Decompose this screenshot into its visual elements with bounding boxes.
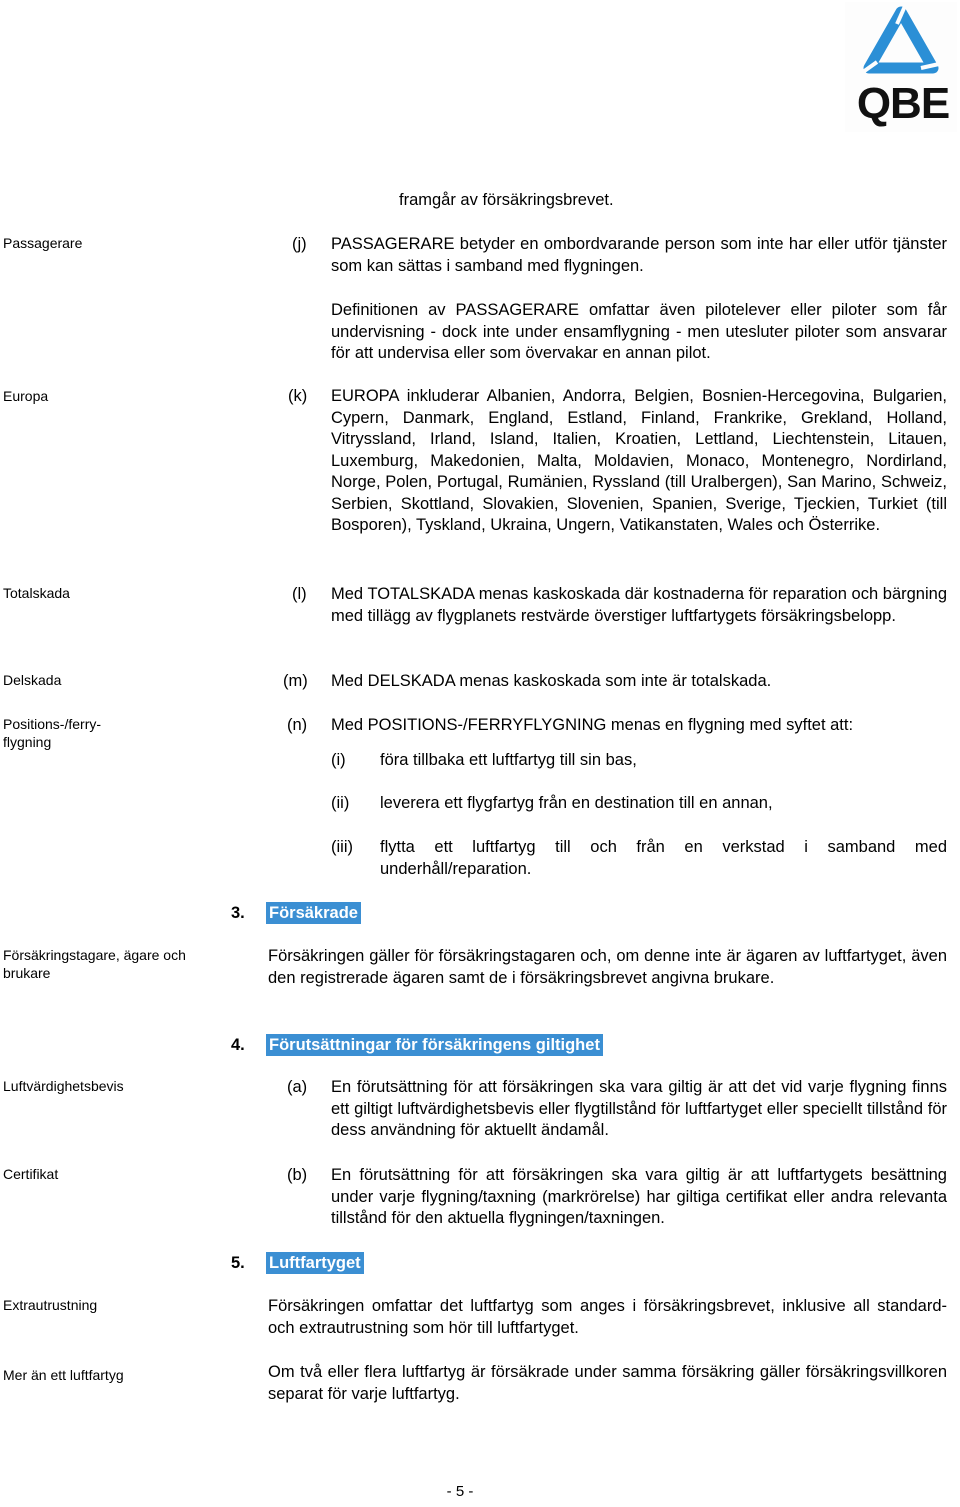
definition-text-passagerare: PASSAGERARE betyder en ombordvarande person som inte har eller utför tjänster som kan sättas i samband med flygningen. (331, 235, 947, 275)
definition-text-positions: Med POSITIONS-/FERRYFLYGNING menas en flygning med syftet att: (331, 716, 854, 734)
section-4-text-b: En förutsättning för att försäkringen ska vara giltig är att luftfartygets besättning under varje flygning/taxning (markrörelse) har giltiga certifikat eller andra relevanta tillstånd för den aktuella flygningen/taxningen. (331, 1166, 947, 1227)
subitem-text-i: föra tillbaka ett luftfartyg till sin bas, (380, 751, 637, 769)
page-number: - 5 - (446, 1483, 474, 1500)
section-4-heading: Förutsättningar för försäkringens giltighet (266, 1034, 603, 1056)
section-5-number: 5. (231, 1254, 245, 1272)
section-4-text-a: En förutsättning för att försäkringen ska vara giltig är att det vid varje flygning finns ett giltigt luftvärdighetsbevis eller flygtillstånd för luftfartyget eller speciellt tillstånd för dess användning för aktuellt ändamål. (331, 1078, 947, 1139)
definition-marker-n: (n) (287, 716, 308, 734)
side-label-passagerare: Passagerare (3, 235, 83, 251)
intro-tail-text: framgår av försäkringsbrevet. (399, 191, 614, 209)
section-5-text-extrautrustning: Försäkringen omfattar det luftfartyg som anges i försäkringsbrevet, inklusive all standard- och extrautrustning som hör till luftfartyget. (268, 1297, 947, 1337)
section-5-heading: Luftfartyget (266, 1252, 364, 1274)
section-3-number: 3. (231, 904, 245, 922)
side-label-luftvardighetsbevis: Luftvärdighetsbevis (3, 1078, 124, 1094)
section-4-marker-b: (b) (287, 1166, 308, 1184)
qbe-emblem-icon (845, 2, 957, 82)
subitem-marker-iii: (iii) (331, 838, 353, 856)
side-label-europa: Europa (3, 388, 49, 404)
subitem-text-iii: flytta ett luftfartyg till och från en verkstad i samband med underhåll/reparation. (380, 838, 947, 878)
definition-text-passagerare-2: Definitionen av PASSAGERARE omfattar även pilotelever eller piloter som får undervisning - dock inte under ensamflygning - men utesluter piloter som ansvarar för att undervisa eller som övervakar en annan pilot. (331, 301, 947, 362)
section-3-text: Försäkringen gäller för försäkringstagaren och, om denne inte är ägaren av luftfartyget, även den registrerade ägaren samt de i försäkringsbrevet angivna brukare. (268, 947, 947, 987)
section-3-heading: Försäkrade (266, 902, 361, 924)
side-label-forsakringstagare: Försäkringstagare, ägare och brukare (3, 947, 186, 981)
definition-marker-l: (l) (292, 585, 307, 603)
side-label-mer-an-ett-luftfartyg: Mer än ett luftfartyg (3, 1367, 124, 1383)
definition-marker-j: (j) (292, 235, 307, 253)
section-5-text-flera-luftfartyg: Om två eller flera luftfartyg är försäkrade under samma försäkring gäller försäkringsvillkoren separat för varje luftfartyg. (268, 1363, 947, 1403)
definition-text-europa: EUROPA inkluderar Albanien, Andorra, Belgien, Bosnien-Hercegovina, Bulgarien, Cypern, Danmark, England, Estland, Finland, Frankrike, Grekland, Holland, Vitryssland, Irland, Island, Italien, Kroatien, Lettland, Liechtenstein, Litauen, Luxemburg, Makedonien, Malta, Moldavien, Monaco, Montenegro, Nordirland, Norge, Polen, Portugal, Rumänien, Ryssland (till Uralbergen), San Marino, Schweiz, Serbien, Skottland, Slovakien, Slovenien, Spanien, Sverige, Tjeckien, Turkiet (till Bosporen), Tyskland, Ukraina, Ungern, Vatikanstaten, Wales och Österrike. (331, 387, 947, 534)
side-label-delskada: Delskada (3, 672, 62, 688)
definition-text-delskada: Med DELSKADA menas kaskoskada som inte är totalskada. (331, 672, 772, 690)
definition-text-totalskada: Med TOTALSKADA menas kaskoskada där kostnaderna för reparation och bärgning med tillägg av flygplanets restvärde överstiger luftfartygets försäkringsbelopp. (331, 585, 947, 625)
qbe-logo (845, 2, 957, 132)
section-4-marker-a: (a) (287, 1078, 308, 1096)
section-4-number: 4. (231, 1036, 245, 1054)
side-label-certifikat: Certifikat (3, 1166, 59, 1182)
side-label-extrautrustning: Extrautrustning (3, 1297, 98, 1313)
subitem-marker-i: (i) (331, 751, 346, 769)
subitem-text-ii: leverera ett flygfartyg från en destination till en annan, (380, 794, 773, 812)
side-label-totalskada: Totalskada (3, 585, 70, 601)
logo-wordmark: QBE (856, 79, 950, 128)
definition-marker-m: (m) (283, 672, 308, 690)
side-label-positions-ferryflygning: Positions-/ferry-flygning (3, 716, 102, 750)
definition-marker-k: (k) (288, 387, 308, 405)
subitem-marker-ii: (ii) (331, 794, 350, 812)
